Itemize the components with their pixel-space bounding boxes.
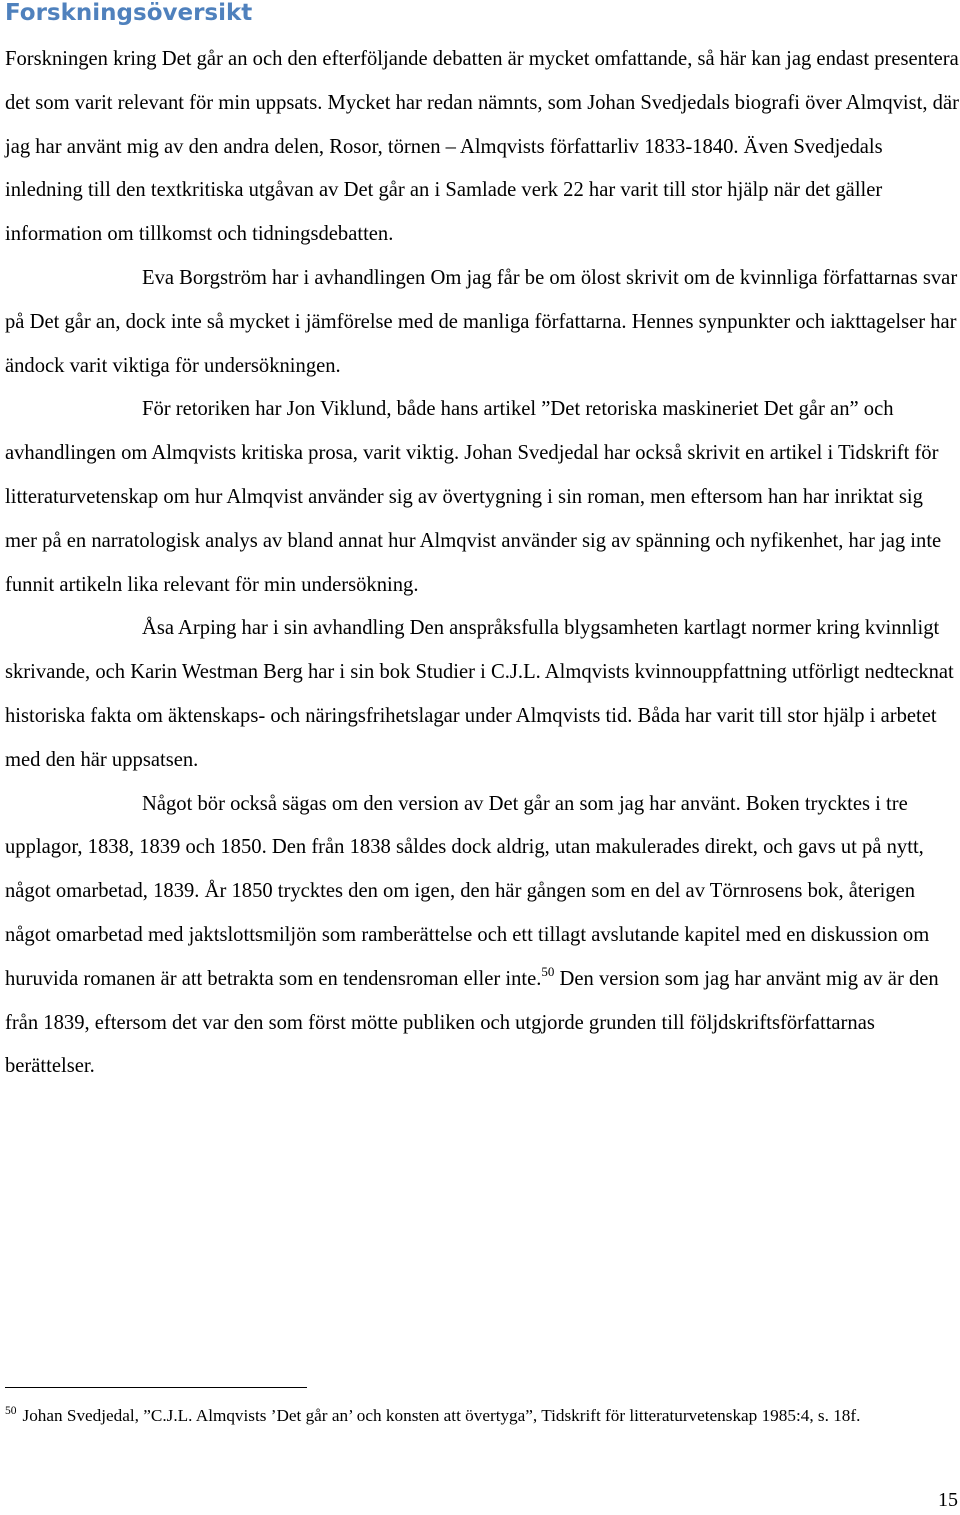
paragraph-2: Eva Borgström har i avhandlingen Om jag får be om ölost skrivit om de kvinnliga författarnas svar på Det går an, dock inte så mycket i jämförelse med de manliga författarna. Hennes synpunkter och iakttagelser har ändock varit viktiga för undersökningen. — [5, 266, 958, 377]
paragraph-5 — [5, 783, 960, 1090]
footnote-separator — [5, 1387, 307, 1388]
paragraph-5-text-after-ref: Den version som jag har använt mig av är den från 1839, eftersom det var den som först mötte publiken och utgjorde grunden till följdskriftsförfattarnas berättelser. — [5, 967, 939, 1078]
paragraph-4: Åsa Arping har i sin avhandling Den anspråksfulla blygsamheten kartlagt normer kring kvinnligt skrivande, och Karin Westman Berg har i sin bok Studier i C.J.L. Almqvists kvinnouppfattning utförligt nedtecknat historiska fakta om äktenskaps- och näringsfrihetslagar under Almqvists tid. Båda har varit till stor hjälp i arbetet med den här uppsatsen. — [5, 617, 954, 771]
footnote-number: 50 — [5, 1405, 17, 1417]
section-heading: Forskningsöversikt — [5, 0, 253, 26]
paragraph-1: Forskningen kring Det går an och den efterföljande debatten är mycket omfattande, så här kan jag endast presentera det som varit relevant för min uppsats. Mycket har redan nämnts, som Johan Svedjedals biografi över Almqvist, där jag har använt mig av den andra delen, Rosor, törnen – Almqvists författarliv 1833-1840. Även Svedjedals inledning till den textkritiska utgåvan av Det går an i Samlade verk 22 har varit till stor hjälp när det gäller information om tillkomst och tidningsdebatten. — [5, 48, 959, 246]
body-text — [5, 38, 960, 1089]
footnote-text: Johan Svedjedal, ”C.J.L. Almqvists ’Det går an’ och konsten att övertyga”, Tidskrift för litteraturvetenskap 1985:4, s. 18f. — [22, 1406, 861, 1425]
footnote — [5, 1398, 935, 1434]
page-number: 15 — [938, 1489, 958, 1511]
paragraph-5-text-before-ref: Något bör också sägas om den version av Det går an som jag har använt. Boken trycktes i tre upplagor, 1838, 1839 och 1850. Den från 1838 såldes dock aldrig, utan makulerades direkt, och gavs ut på nytt, något omarbetad, 1839. År 1850 trycktes den om igen, den här gången som en del av Törnrosens bok, återigen något omarbetad med jaktslottsmiljön som ramberättelse och ett tillagt avslutande kapitel med en diskussion om huruvida romanen är att betrakta som en tendensroman eller inte. — [5, 792, 930, 990]
paragraph-3: För retoriken har Jon Viklund, både hans artikel ”Det retoriska maskineriet Det går an” och avhandlingen om Almqvists kritiska prosa, varit viktig. Johan Svedjedal har också skrivit en artikel i Tidskrift för litteraturvetenskap om hur Almqvist använder sig av övertygning i sin roman, men eftersom han har inriktat sig mer på en narratologisk analys av bland annat hur Almqvist använder sig av spänning och nyfikenhet, har jag inte funnit artikeln lika relevant för min undersökning. — [5, 398, 942, 596]
footnote-reference[interactable]: 50 — [541, 963, 555, 979]
